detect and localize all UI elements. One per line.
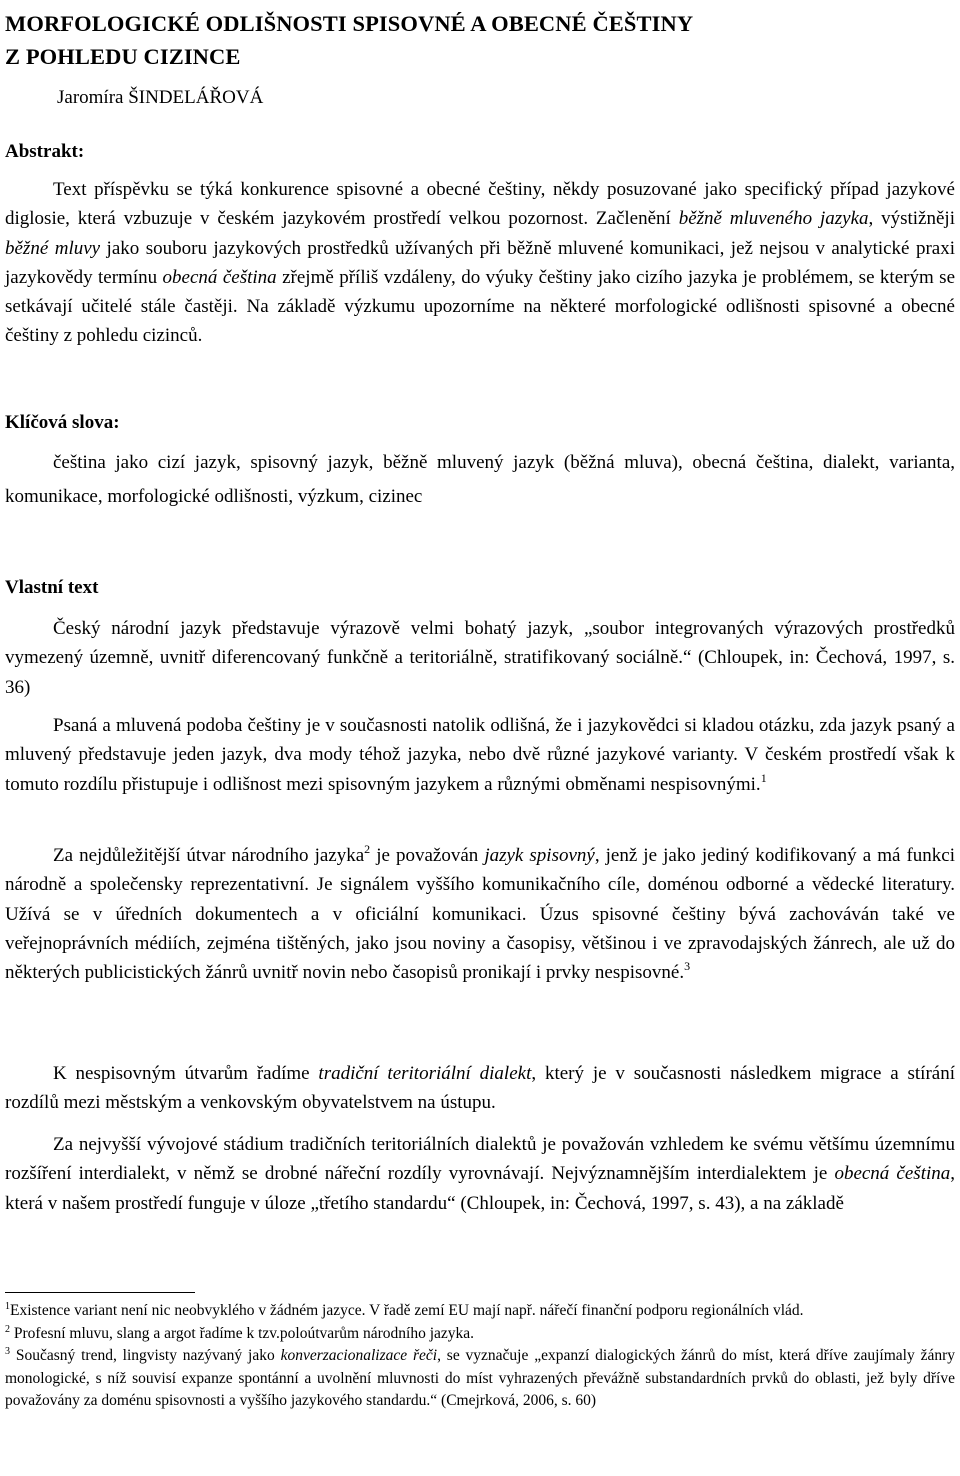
abstract-italic-term: obecná čeština [162,266,277,288]
footnote-number: 1 [5,1301,10,1312]
footnote-1 [5,1300,955,1323]
paragraph-italic-term: tradiční teritoriální dialekt [318,1063,532,1084]
abstract-italic-term: běžné mluvy [5,237,101,259]
footnote-2 [5,1323,955,1346]
paragraph-text: je považován [370,845,485,866]
paragraph-text: Za nejdůležitější útvar národního jazyka [53,845,365,866]
footnote-text: Existence variant není nic neobvyklého v žádném jazyce. V řadě zemí EU mají např. nářečí finanční podporu regionálních vlád. [10,1302,804,1319]
paragraph-text: , jenž je jako jediný kodifikovaný a má funkci národně a společensky reprezentativní. Je signálem vyššího komunikačního cíle, doménou odborné a vědecké literatury. Užívá se v úředních dokumentech a v oficiální komunikaci. Úzus spisovné češtiny bývá zachováván také ve veřejnoprávních médiích, zejména tištěných, jako jsou noviny a časopisy, většinou i ve zpravodajských žánrech, ale už do některých publicistických žánrů uvnitř novin nebo časopisů pronikají i prvky nespisovné. [5,845,955,984]
footnote-text: , se vyznačuje „expanzí dialogických žánrů do míst, která dříve zaujímaly žánry monologické, s níž souvisí expanze spontánní a uvolnění mluvnosti do míst vyhrazených převážně substandardních prvků do oblasti, jež byly dříve považovány za doménu spisovnosti a vyššího jazykového standardu.“ (Cmejrková, 2006, s. 60) [5,1347,956,1410]
footnote-number: 3 [5,1346,10,1358]
footnote-text: Profesní mluvu, slang a argot řadíme k tzv.poloútvarům národního jazyka. [10,1324,475,1342]
abstract-italic-term: běžně mluveného jazyka [678,208,869,230]
footnote-italic-term: konverzacionalizace řeči [280,1347,438,1365]
section-heading: Vlastní text [5,577,99,598]
abstract-text-part: Text příspěvku se týká konkurence spisovné a obecné češtiny, někdy posuzované jako specifický případ jazykové diglosie, která vzbuzuje v českém jazykovém prostředí velkou pozornost. Začlenění [5,179,955,230]
paragraph-4 [5,1059,955,1118]
paragraph-text: K nespisovným útvarům řadíme [53,1063,319,1084]
author-name: Jaromíra ŠINDELÁŘOVÁ [57,87,264,108]
footnote-3 [5,1345,955,1413]
footnote-text: Současný trend, lingvisty nazývaný jako [10,1347,281,1365]
footnote-ref-3: 3 [684,959,691,974]
paragraph-5 [5,1130,955,1218]
abstract-text [5,175,955,351]
footnote-ref-2: 2 [364,842,371,856]
paragraph-1: Český národní jazyk představuje výrazově velmi bohatý jazyk, „soubor integrovaných výrazových prostředků vymezený územně, uvnitř diferencovaný funkčně a teritoriálně, stratifikovaný sociálně.“ (Chloupek, in: Čechová, 1997, s. 36) [5,618,955,698]
abstract-text-part: jako souboru jazykových prostředků užívaných při běžně mluvené komunikaci, jež nejsou v analytické praxi jazykovědy termínu [5,237,955,288]
paragraph-3 [5,841,955,987]
title-line-1: MORFOLOGICKÉ ODLIŠNOSTI SPISOVNÉ A OBECNÉ ČEŠTINY [5,11,694,36]
paragraph-italic-term: obecná čeština [834,1163,951,1185]
paragraph-italic-term: jazyk spisovný [484,845,595,866]
abstract-label: Abstrakt: [5,141,85,162]
paper-title [5,7,955,73]
footnote-number: 2 [5,1323,10,1335]
paragraph-text: , která v našem prostředí funguje v úloze „třetího standardu“ (Chloupek, in: Čechová, 1997, s. 43), a na základě [5,1163,956,1214]
paragraph-text: Za nejvyšší vývojové stádium tradičních teritoriálních dialektů je považován vzhledem ke svému většímu územnímu rozšíření interdialekt, v němž se drobné nářeční rozdíly vyrovnávají. Nejvýznamnějším interdialektem je [5,1134,955,1185]
keywords-label: Klíčová slova: [5,412,120,433]
keywords-text: čeština jako cizí jazyk, spisovný jazyk, běžně mluvený jazyk (běžná mluva), obecná čeština, dialekt, varianta, komunikace, morfologické odlišnosti, výzkum, cizinec [5,452,955,507]
abstract-text-part: zřejmě příliš vzdáleny, do výuky češtiny jako cizího jazyka je problémem, se kterým se setkávají učitelé stále častěji. Na základě výzkumu upozorníme na některé morfologické odlišnosti spisovné a obecné češtiny z pohledu cizinců. [5,266,955,347]
footnote-ref-1: 1 [760,770,767,785]
paragraph-text: , který je v současnosti následkem migrace a stírání rozdílů mezi městským a venkovským obyvatelstvem na ústupu. [5,1063,956,1114]
title-line-2: Z POHLEDU CIZINCE [5,44,241,69]
paragraph-text: Psaná a mluvená podoba češtiny je v současnosti natolik odlišná, že i jazykovědci si kladou otázku, zda jazyk psaný a mluvený představuje jeden jazyk, dva mody téhož jazyka, nebo dvě různé jazykové varianty. V českém prostředí však k tomuto rozdílu přistupuje i odlišnost mezi spisovným jazykem a různými obměnami nespisovnými. [5,715,955,795]
footnote-separator [5,1292,195,1293]
footnotes [5,1300,955,1413]
abstract-text-part: , výstižněji [868,208,955,230]
paragraph-2 [5,711,955,799]
